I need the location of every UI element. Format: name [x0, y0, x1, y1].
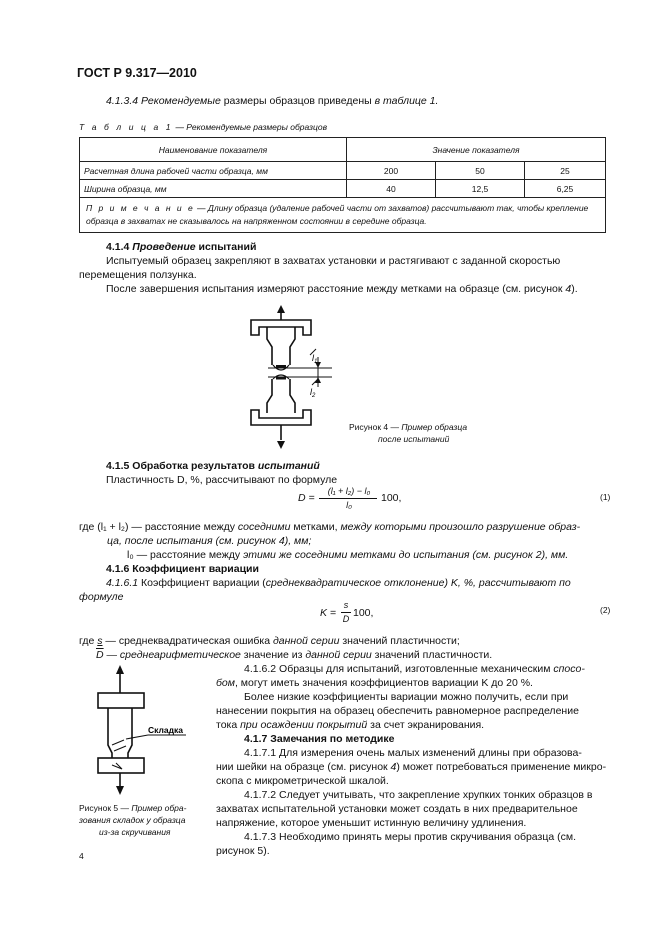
s415-where2: [127, 548, 568, 562]
table1-row2-v3: 6,25: [525, 180, 606, 198]
s416-where1-s: s: [97, 635, 103, 647]
fig5-top-grip: [98, 693, 144, 708]
s415-num: 4.1.5 Обработка результатов: [106, 460, 258, 472]
fig4-top-arrowhead: [277, 305, 285, 313]
table1-row2-name: Ширина образца, мм: [80, 180, 347, 198]
s417-p1-a: 4.1.7.1 Для измерения очень малых изменений длины при образова-: [244, 747, 582, 759]
fig4-caption1-b: Пример образца: [401, 422, 468, 432]
intro-text-c: в таблице 1.: [374, 95, 439, 107]
s417-p2-b: захватах испытательной установки может создать в них предварительное: [216, 803, 578, 815]
s416-where2: [96, 648, 492, 662]
table1-row1-name: Расчетная длина рабочей части образца, мм: [80, 162, 347, 180]
fig4-mark-1: [276, 365, 286, 368]
section-414-title: [106, 240, 256, 254]
s417-p1-d: ) может потребоваться применение микро-: [396, 761, 607, 773]
s415-where1-e: ца, после испытания (см. рисунок 4), мм;: [107, 535, 312, 547]
fig4-right-upper-edge: [290, 327, 295, 365]
figure4-drawing: [232, 305, 342, 450]
s416-p2-line2: [216, 676, 533, 690]
s416-where2-e: данной серии: [305, 649, 372, 661]
fig5-caption-line2: зования складок у образца: [79, 815, 186, 825]
s416-p3-a: Более низкие коэффициенты вариации можно получить, если при: [244, 691, 569, 703]
table-row: [80, 180, 606, 198]
s416-p1-f: формуле: [79, 591, 124, 603]
s416-where2-b: — среднеарифметическое: [103, 649, 241, 661]
s416-p1-b: Коэффициент вариации (: [138, 577, 266, 589]
figure5-drawing: [90, 665, 200, 795]
fig4-bottom-arrowhead: [277, 441, 285, 449]
fig5-top-arrowhead: [116, 665, 124, 674]
s414-title-it: Проведение: [132, 241, 196, 253]
table1-caption: [79, 122, 327, 132]
formula1-denominator: l₀: [346, 500, 352, 510]
s416-where2-d: $\overline{D}$: [96, 649, 104, 661]
s416-where1-a: где: [79, 635, 98, 647]
s416-where2-c: значение из: [240, 649, 306, 661]
s415-where1-a: где (l₁ + l₂) — расстояние между: [79, 521, 238, 533]
intro-text-b: размеры образцов приведены: [220, 95, 375, 107]
s416-p3-line3: [216, 718, 484, 732]
s416-p1-a: 4.1.6.1: [106, 577, 139, 589]
s416-where1: [79, 634, 460, 648]
s416-where1-b: — среднеквадратическая ошибка: [102, 635, 273, 647]
s414-title-rest: испытаний: [195, 241, 257, 253]
intro-paragraph: [106, 94, 438, 108]
s416-p3-b: нанесении покрытия на образец обеспечить равномерное распределение: [216, 705, 579, 717]
s417-p2-a: 4.1.7.2 Следует учитывать, что закрепление хрупких тонких образцов в: [244, 789, 593, 801]
fig5-caption1-a: Рисунок 5 —: [79, 803, 132, 813]
table1: [79, 137, 606, 233]
s416-where2-f: значений пластичности.: [371, 649, 493, 661]
s417-p1-line2: [216, 760, 606, 774]
fig5-right-edge: [128, 708, 132, 758]
fig5-caption1-b: Пример обра-: [131, 803, 187, 813]
table1-note-label: П р и м е ч а н и е: [86, 203, 195, 213]
s416-p2-b: спосо-: [553, 663, 585, 675]
fig5-fold-label: Складка: [148, 725, 184, 735]
s416-where1-d: значений пластичности;: [339, 635, 460, 647]
section-415-title: [106, 459, 320, 473]
table1-row2-v2: 12,5: [436, 180, 525, 198]
table1-header-row: [80, 138, 606, 162]
fig4-top-grip: [251, 320, 311, 335]
table1-note: [80, 198, 606, 233]
fig4-right-lower-edge: [290, 379, 295, 413]
formula1-lhs: D =: [298, 492, 315, 504]
fig4-label-l2: $l_2$: [310, 387, 316, 399]
s414-p1-b: перемещения ползунка.: [79, 269, 197, 281]
formula2-number: (2): [600, 605, 611, 615]
table-row: [80, 162, 606, 180]
s416-p3-e: за счет экранирования.: [367, 719, 485, 731]
s415-where1-d: между которыми произошло разрушение образ-: [340, 521, 581, 533]
fig4-label-l1: $l_1$: [312, 353, 318, 365]
fig4-left-upper-edge: [267, 327, 272, 365]
s414-p2-a: После завершения испытания измеряют расстояние между метками на образце (см. рисунок: [106, 283, 566, 295]
s415-where1-b: соседними: [237, 521, 291, 533]
s416-p3-c: тока: [216, 719, 241, 731]
table1-row2-v1: 40: [347, 180, 436, 198]
table1-head-value: Значение показателя: [347, 138, 606, 162]
table1-head-name: Наименование показателя: [80, 138, 347, 162]
formula1-number: (1): [600, 492, 611, 502]
table1-row1-v2: 50: [436, 162, 525, 180]
table1-note-row: [80, 198, 606, 233]
s416-p1-d: ) K, %, рассчитывают: [444, 577, 560, 589]
s416-where1-c: данной серии: [273, 635, 340, 647]
s417-p3-a: 4.1.7.3 Необходимо принять меры против скручивания образца (см.: [244, 831, 577, 843]
fig4-mark-2: [276, 377, 286, 380]
section-416-title: 4.1.6 Коэффициент вариации: [106, 563, 259, 575]
s414-p1-a: Испытуемый образец закрепляют в захватах установки и растягивают с заданной скоростью: [106, 255, 561, 267]
fig5-caption-line1: [79, 803, 186, 813]
s415-where2-c: соседними метками до испытания (см. рисунок 2), мм.: [291, 549, 569, 561]
table1-caption-text: — Рекомендуемые размеры образцов: [173, 122, 328, 132]
table1-note-text: — Длину образца (удаление рабочей части от захватов) рассчитывают так, чтобы крепление образца в захватах не сказывалось на напряженном состоянии в середине образца.: [86, 203, 589, 226]
page-number: 4: [79, 851, 84, 861]
s417-p2-c: напряжение, которое уменьшит истинную величину удлинения.: [216, 817, 527, 829]
fig5-caption-line3: из-за скручивания: [99, 827, 171, 837]
fig4-left-lower-edge: [267, 379, 272, 413]
table1-caption-label: Т а б л и ц а 1: [79, 122, 174, 132]
s415-where1-c: метками,: [290, 521, 341, 533]
formula1-fraction-bar: [319, 498, 377, 499]
s414-p2-b: 4: [565, 283, 572, 295]
fig5-bottom-grip: [98, 758, 144, 773]
s416-p3-d: при осаждении покрытий: [240, 719, 368, 731]
fig4-bottom-grip: [251, 410, 311, 425]
section-417-title: 4.1.7 Замечания по методике: [244, 733, 395, 745]
s414-p2: [106, 282, 578, 296]
s417-p1-e: скопа с микрометрической шкалой.: [216, 775, 389, 787]
s416-p2-d: , могут иметь значения коэффициентов вариации K до 20 %.: [234, 677, 533, 689]
s417-p1-c: 4: [390, 761, 397, 773]
s415-p1: Пластичность D, %, рассчитывают по формуле: [106, 474, 338, 486]
formula2-denominator: D: [342, 614, 350, 624]
table1-row1-v1: 200: [347, 162, 436, 180]
s416-p2-line1: [244, 662, 585, 676]
s415-where2-b: этими же: [243, 549, 292, 561]
fig4-caption-line1: [349, 422, 467, 432]
s416-p2-c: бом: [216, 677, 235, 689]
s417-p1-b: нии шейки на образце (см. рисунок: [216, 761, 391, 773]
s414-p2-c: ).: [571, 283, 578, 295]
s415-where1: [79, 520, 580, 534]
fig5-leader-line: [126, 735, 148, 739]
s415-title-it: испытаний: [257, 460, 320, 472]
formula2-tail: 100,: [353, 607, 374, 619]
s415-where2-a: l₀ — расстояние между: [127, 549, 244, 561]
fig5-left-edge: [108, 708, 112, 758]
fig4-caption1-a: Рисунок 4 —: [349, 422, 402, 432]
intro-text-a: 4.1.3.4 Рекомендуемые: [106, 95, 221, 107]
s416-p1: [106, 576, 614, 590]
s416-p2-a: 4.1.6.2 Образцы для испытаний, изготовленные механическим: [244, 663, 554, 675]
s416-p1-e: по: [559, 577, 571, 589]
formula1-tail: 100,: [381, 492, 402, 504]
fig5-bottom-arrowhead: [116, 786, 124, 795]
formula2-lhs: K =: [320, 607, 337, 619]
formula2-fraction-bar: [341, 612, 351, 613]
fig4-caption-line2: после испытаний: [378, 434, 450, 444]
s416-p1-c: среднеквадратическое отклонение: [265, 577, 445, 589]
formula1-numerator: (l₁ + l₂) − l₀: [327, 486, 371, 496]
s414-num: 4.1.4: [106, 241, 133, 253]
s417-p3-b: рисунок 5).: [216, 845, 270, 857]
table1-row1-v3: 25: [525, 162, 606, 180]
document-header: ГОСТ Р 9.317—2010: [77, 66, 197, 80]
formula2-numerator: s: [343, 600, 349, 610]
